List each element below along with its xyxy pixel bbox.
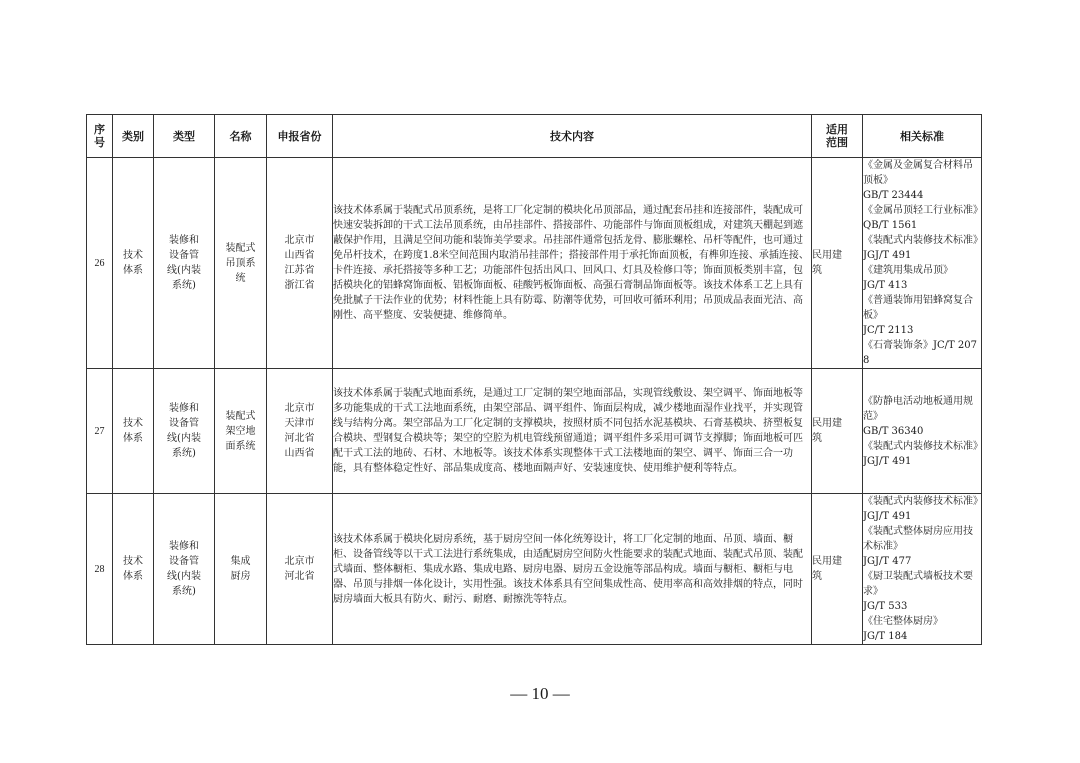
row-standards: 《防静电活动地板通用规范》 GB/T 36340 《装配式内装修技术标准》JGJ/T 491 — [863, 369, 982, 494]
row-category: 技术 体系 — [113, 158, 154, 369]
row-category: 技术 体系 — [113, 494, 154, 645]
header-name: 名称 — [215, 115, 267, 158]
row-seq: 26 — [87, 158, 113, 369]
table-row — [87, 494, 982, 645]
row-provinces: 北京市 天津市 河北省 山西省 — [267, 369, 333, 494]
row-name: 集成 厨房 — [215, 494, 267, 645]
technology-table — [86, 114, 982, 645]
row-content: 该技术体系属于装配式地面系统，是通过工厂定制的架空地面部品，实现管线敷设、架空调平、饰面地板等多功能集成的干式工法地面系统，由架空部品、调平组件、饰面层构成，减少楼地面湿作业找平，并实现管线与结构分离。架空部品为工厂化定制的支撑模块，按照材质不同包括水泥基模块、石膏基模块、挤塑板复合模块、型钢复合模块等；架空的空腔为机电管线预留通道；调平组件多采用可调节支撑脚；饰面地板可匹配干式工法的地砖、石材、木地板等。该技术体系实现整体干式工法楼地面的架空、调平、饰面三合一功能，具有整体稳定性好、部品集成度高、楼地面隔声好、安装速度快、使用维护便利等特点。 — [333, 369, 812, 494]
header-content: 技术内容 — [333, 115, 812, 158]
table-row — [87, 369, 982, 494]
header-scope: 适用 范围 — [812, 115, 863, 158]
row-standards: 《装配式内装修技术标准》JGJ/T 491 《装配式整体厨房应用技术标准》 JGJ/T 477 《厨卫装配式墙板技术要求》 JG/T 533 《住宅整体厨房》 JG/T 184 — [863, 494, 982, 645]
header-provinces: 申报省份 — [267, 115, 333, 158]
row-name: 装配式 架空地 面系统 — [215, 369, 267, 494]
header-type: 类型 — [154, 115, 215, 158]
row-scope: 民用建 筑 — [812, 369, 863, 494]
table-row — [87, 158, 982, 369]
row-provinces: 北京市 山西省 江苏省 浙江省 — [267, 158, 333, 369]
row-provinces: 北京市 河北省 — [267, 494, 333, 645]
row-type: 装修和 设备管 线(内装 系统) — [154, 369, 215, 494]
table-header-row — [87, 115, 982, 158]
row-seq: 27 — [87, 369, 113, 494]
header-category: 类别 — [113, 115, 154, 158]
row-scope: 民用建 筑 — [812, 494, 863, 645]
row-type: 装修和 设备管 线(内装 系统) — [154, 494, 215, 645]
row-seq: 28 — [87, 494, 113, 645]
row-standards: 《金属及金属复合材料吊顶板》 GB/T 23444 《金属吊顶轻工行业标准》QB/T 1561 《装配式内装修技术标准》JGJ/T 491 《建筑用集成吊顶》 JG/T 413 《普通装饰用铝蜂窝复合板》 JC/T 2113 《石膏装饰条》JC/T 2078 — [863, 158, 982, 369]
row-scope: 民用建 筑 — [812, 158, 863, 369]
row-category: 技术 体系 — [113, 369, 154, 494]
row-name: 装配式 吊顶系 统 — [215, 158, 267, 369]
header-seq: 序 号 — [87, 115, 113, 158]
row-type: 装修和 设备管 线(内装 系统) — [154, 158, 215, 369]
page-number: — 10 — — [510, 684, 570, 703]
row-content: 该技术体系属于装配式吊顶系统，是将工厂化定制的模块化吊顶部品，通过配套吊挂和连接部件，装配成可快速安装拆卸的干式工法吊顶系统，由吊挂部件、搭接部件、功能部件与饰面顶板组成，对建筑天棚起到遮蔽保护作用，且满足空间功能和装饰美学要求。吊挂部件通常包括龙骨、膨胀螺栓、吊杆等配件，也可通过免吊杆技术，在跨度1.8米空间范围内取消吊挂部件；搭接部件用于承托饰面顶板，有榫卯连接、承插连接、卡件连接、承托搭接等多种工艺；功能部件包括出风口、回风口、灯具及检修口等；饰面顶板类别丰富，包括模块化的铝蜂窝饰面板、铝板饰面板、硅酸钙板饰面板、高强石膏制品饰面板等。该技术体系工艺上具有免批腻子干法作业的优势；材料性能上具有防霉、防潮等优势，可回收可循环利用；吊顶成品表面光洁、高刚性、高平整度、安装便捷、维修简单。 — [333, 158, 812, 369]
row-content: 该技术体系属于模块化厨房系统，基于厨房空间一体化统筹设计，将工厂化定制的地面、吊顶、墙面、橱柜、设备管线等以干式工法进行系统集成，由适配厨房空间防火性能要求的装配式地面、装配式吊顶、装配式墙面、整体橱柜、集成水路、集成电路、厨房电器、厨房五金设施等部品构成。墙面与橱柜、橱柜与电器、吊顶与排烟一体化设计，实用性强。该技术体系具有空间集成性高、使用率高和高效排烟的特点，同时厨房墙面大板具有防火、耐污、耐磨、耐擦洗等特点。 — [333, 494, 812, 645]
header-standards: 相关标准 — [863, 115, 982, 158]
